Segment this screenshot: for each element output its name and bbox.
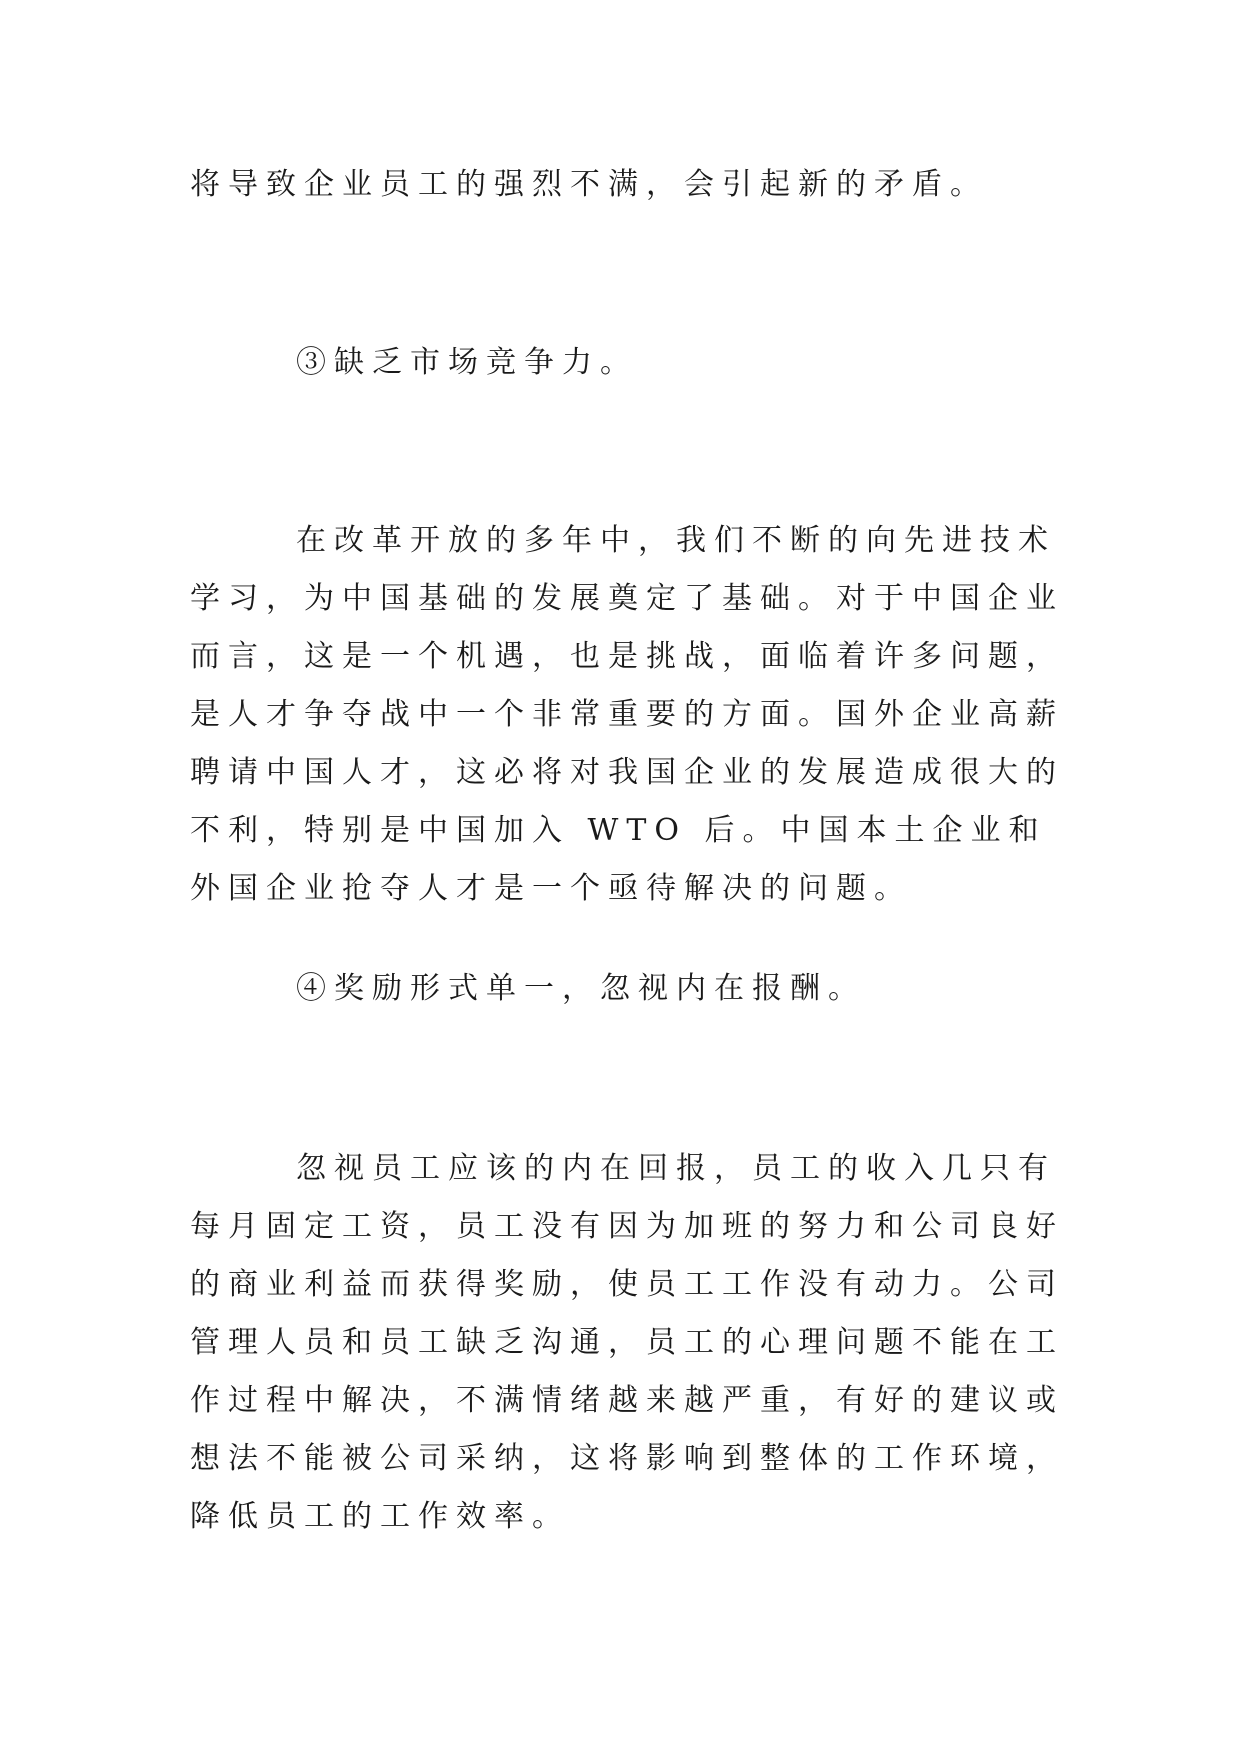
paragraph-item-4: 忽视员工应该的内在回报，员工的收入几只有每月固定工资，员工没有因为加班的努力和公司良好的商业利益而获得奖励，使员工工作没有动力。公司管理人员和员工缺乏沟通，员工的心理问题不能在工作过程中解决，不满情绪越来越严重，有好的建议或想法不能被公司采纳，这将影响到整体的工作环境，降低员工的工作效率。 bbox=[190, 1151, 1064, 1534]
heading-item-3: ③缺乏市场竞争力。 bbox=[296, 345, 638, 380]
heading-item-4: ④奖励形式单一，忽视内在报酬。 bbox=[296, 971, 866, 1006]
paragraph-intro-tail: 将导致企业员工的强烈不满，会引起新的矛盾。 bbox=[190, 167, 988, 202]
paragraph-item-3: 在改革开放的多年中，我们不断的向先进技术学习，为中国基础的发展奠定了基础。对于中国企业而言，这是一个机遇，也是挑战，面临着许多问题，是人才争夺战中一个非常重要的方面。国外企业高薪聘请中国人才，这必将对我国企业的发展造成很大的不利，特别是中国加入 WTO 后。中国本土企业和外国企业抢夺人才是一个亟待解决的问题。 bbox=[190, 523, 1064, 906]
